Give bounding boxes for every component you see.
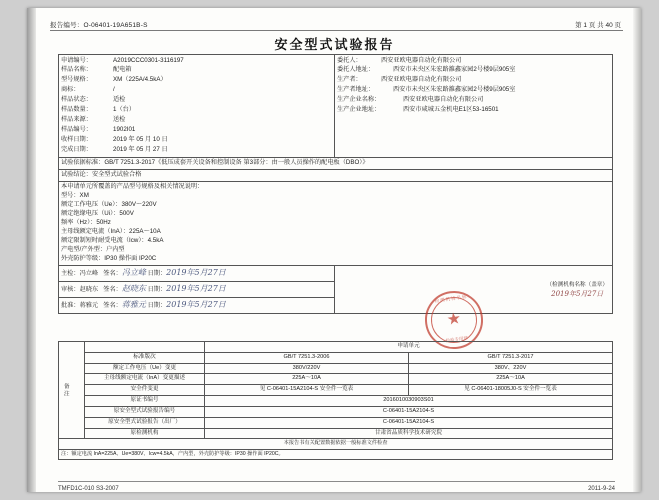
param-row-label: 原安全型式试验报告编号 (85, 406, 205, 417)
table-row (59, 406, 613, 417)
param-row-label: 安全件变更 (85, 385, 205, 396)
report-number: 报告编号：O-06401-19A651B-S (50, 22, 148, 29)
criteria-row (59, 157, 613, 169)
page-title: 安全型式试验报告 (274, 38, 395, 53)
param-col-span-header: 申请单元 (205, 342, 613, 353)
list-item: 样品编号： 1902I01 (61, 126, 136, 134)
criteria-text: GB/T 7251.3-2017《低压成套开关设备和控制设备 第3部分：由一般人员操作的配电板（DBO）》 (104, 158, 369, 166)
param-note-row (59, 439, 613, 449)
table-row (59, 396, 613, 407)
conclusion-cell (59, 169, 613, 181)
param-row-label: 额定工作电压（Ue）变更 (85, 363, 205, 374)
signature-mark: 蒋雅元 (121, 299, 146, 309)
footer-form-code: TMFD1C-010 S3-2007 (58, 486, 119, 492)
param-row-v2: 380V、220V (409, 363, 613, 374)
table-row (59, 363, 613, 374)
table-row (59, 385, 613, 396)
param-row-v1: C-06401-15A2104-S (205, 417, 613, 428)
list-item: 委托人： 西安亚欧电器自动化有限公司 (337, 56, 462, 64)
param-bottom-note: 本报告书有关配置数据依据一般标准文件检查 (59, 439, 613, 449)
param-row-v1: 2016010030903S01 (205, 396, 613, 407)
star-icon: ★ (445, 310, 463, 329)
param-row-label: 标准版次 (85, 352, 205, 363)
param-side-label: 备注 (59, 342, 85, 439)
param-row-v1: 见 C-06401-15A2104-S 安全件一览表 (205, 385, 409, 396)
details-line: 额定限制短时耐受电流（Icw）：4.5kA (61, 236, 164, 244)
seal-bottom-text: 检验专用章 (445, 335, 469, 344)
list-item: 样品来源： 送检 (61, 116, 126, 124)
signature-date-mark: 2019年5月27日 (166, 299, 226, 309)
criteria-cell (59, 157, 613, 169)
applicant-info-cell (59, 55, 335, 158)
table-row (59, 417, 613, 428)
details-intro: 本申请单元所覆盖的产品型号规格及相关情况说明： (61, 182, 204, 190)
page-binding-right (633, 8, 641, 492)
list-item: 样品名称： 配电箱 (61, 66, 132, 74)
table-row (59, 428, 613, 439)
details-row (59, 181, 613, 265)
param-row-label: 原安全型式试验报告（出厂） (85, 417, 205, 428)
signature-date-mark: 2019年5月27日 (166, 283, 226, 293)
signature-date-mark: 2019年5月27日 (166, 267, 226, 277)
details-line: 频率（Hz）：50Hz (61, 218, 111, 226)
seal-side-label: （检测机构名称（盖章） (546, 281, 608, 288)
conclusion-label: 试验结论： (61, 170, 92, 178)
footer-rule (58, 481, 615, 482)
param-head-row (59, 342, 613, 353)
list-item: 完成日期： 2019 年 05 月 27 日 (61, 146, 168, 154)
list-item: 申请编号： A2019CCC0301-3116197 (61, 56, 184, 64)
document-page (27, 8, 641, 492)
param-row-v1: 380V/220V (205, 363, 409, 374)
param-row-v2: GB/T 7251.3-2017 (409, 352, 613, 363)
param-bottom-note-2: 注：额定电流 InA=225A、Ue=380V、Icw=4.5kA，产内型，外壳防护等级：IP30 操作面 IP20C。 (59, 449, 613, 459)
parameter-table (58, 341, 613, 460)
signature-mark: 赵晓东 (121, 283, 146, 293)
param-row-v1: 甘肃省品质科学技术研究院 (205, 428, 613, 439)
list-item: 生产企业地址： 西安市咸城五金机电E1区53-16501 (337, 106, 499, 114)
list-item: 生产者： 西安亚欧电器自动化有限公司 (337, 76, 462, 84)
signature-cell-inspector: 主检：冯立峰 签名：冯立峰 日期：2019年5月27日 (59, 265, 335, 281)
list-item: 委托人地址： 西安市未央区朱宏路雒鑫家园2号楼9层905室 (337, 66, 516, 74)
list-item: 生产者地址： 西安市未央区朱宏路雒鑫家园2号楼9层905室 (337, 86, 516, 94)
signature-mark: 冯立峰 (121, 267, 146, 277)
list-item: 商标： / (61, 86, 115, 94)
signature-cell-reviewer: 审核：赵晓东 签名：赵晓东 日期：2019年5月27日 (59, 281, 335, 297)
details-line: 主母线额定电流（InA）：225A～10A (61, 227, 161, 235)
list-item: 型号规格： XM（225A/4.5kA） (61, 76, 167, 84)
signature-cell-approver: 批准：蒋雅元 签名：蒋雅元 日期：2019年5月27日 (59, 297, 335, 313)
info-row (59, 55, 613, 158)
param-note-row-2 (59, 449, 613, 459)
criteria-label: 试验依据标准： (61, 158, 105, 166)
seal-side-date: 2019年5月27日 (551, 289, 604, 298)
page-indicator: 第 1 页 共 40 页 (575, 22, 621, 29)
list-item: 收样日期： 2019 年 05 月 10 日 (61, 136, 168, 144)
seal-top-text: 检测机构名称 (434, 293, 468, 304)
list-item: 生产企业名称： 西安亚欧电器自动化有限公司 (337, 96, 484, 104)
param-row-label: 主母线额定电流（InA）变更描述 (85, 374, 205, 385)
table-row (59, 352, 613, 363)
param-row-v2: 225A～10A (409, 374, 613, 385)
page-binding-left (27, 8, 36, 492)
param-row-label: 原检测机构 (85, 428, 205, 439)
param-col-blank (85, 342, 205, 353)
list-item: 样品状态： 适检 (61, 96, 126, 104)
param-row-v1: GB/T 7251.3-2006 (205, 352, 409, 363)
param-row-v2: 见 C-06401-18005J0-S 安全件一览表 (409, 385, 613, 396)
details-line: 额定绝缘电压（Ui）：500V (61, 209, 134, 217)
footer-date: 2011-9-24 (588, 486, 615, 492)
conclusion-text: 安全型式试验合格 (91, 170, 142, 178)
manufacturer-info-cell (335, 55, 613, 158)
details-cell (59, 181, 613, 265)
details-line: 型号：XM (61, 191, 89, 199)
signature-row (59, 265, 613, 281)
details-line: 产电型/产外型：户内型 (61, 245, 125, 253)
param-row-v1: C-06401-15A2104-S (205, 406, 613, 417)
details-line: 额定工作电压（Ue）：380V～220V (61, 200, 157, 208)
details-line: 外壳防护等级：IP30 操作面 IP20C (61, 254, 157, 262)
param-row-label: 原证书编号 (85, 396, 205, 407)
report-main-table (58, 54, 613, 314)
conclusion-row (59, 169, 613, 181)
header-rule (50, 30, 623, 31)
list-item: 样品数量： 1（台） (61, 106, 136, 114)
table-row (59, 374, 613, 385)
param-row-v1: 225A～10A (205, 374, 409, 385)
